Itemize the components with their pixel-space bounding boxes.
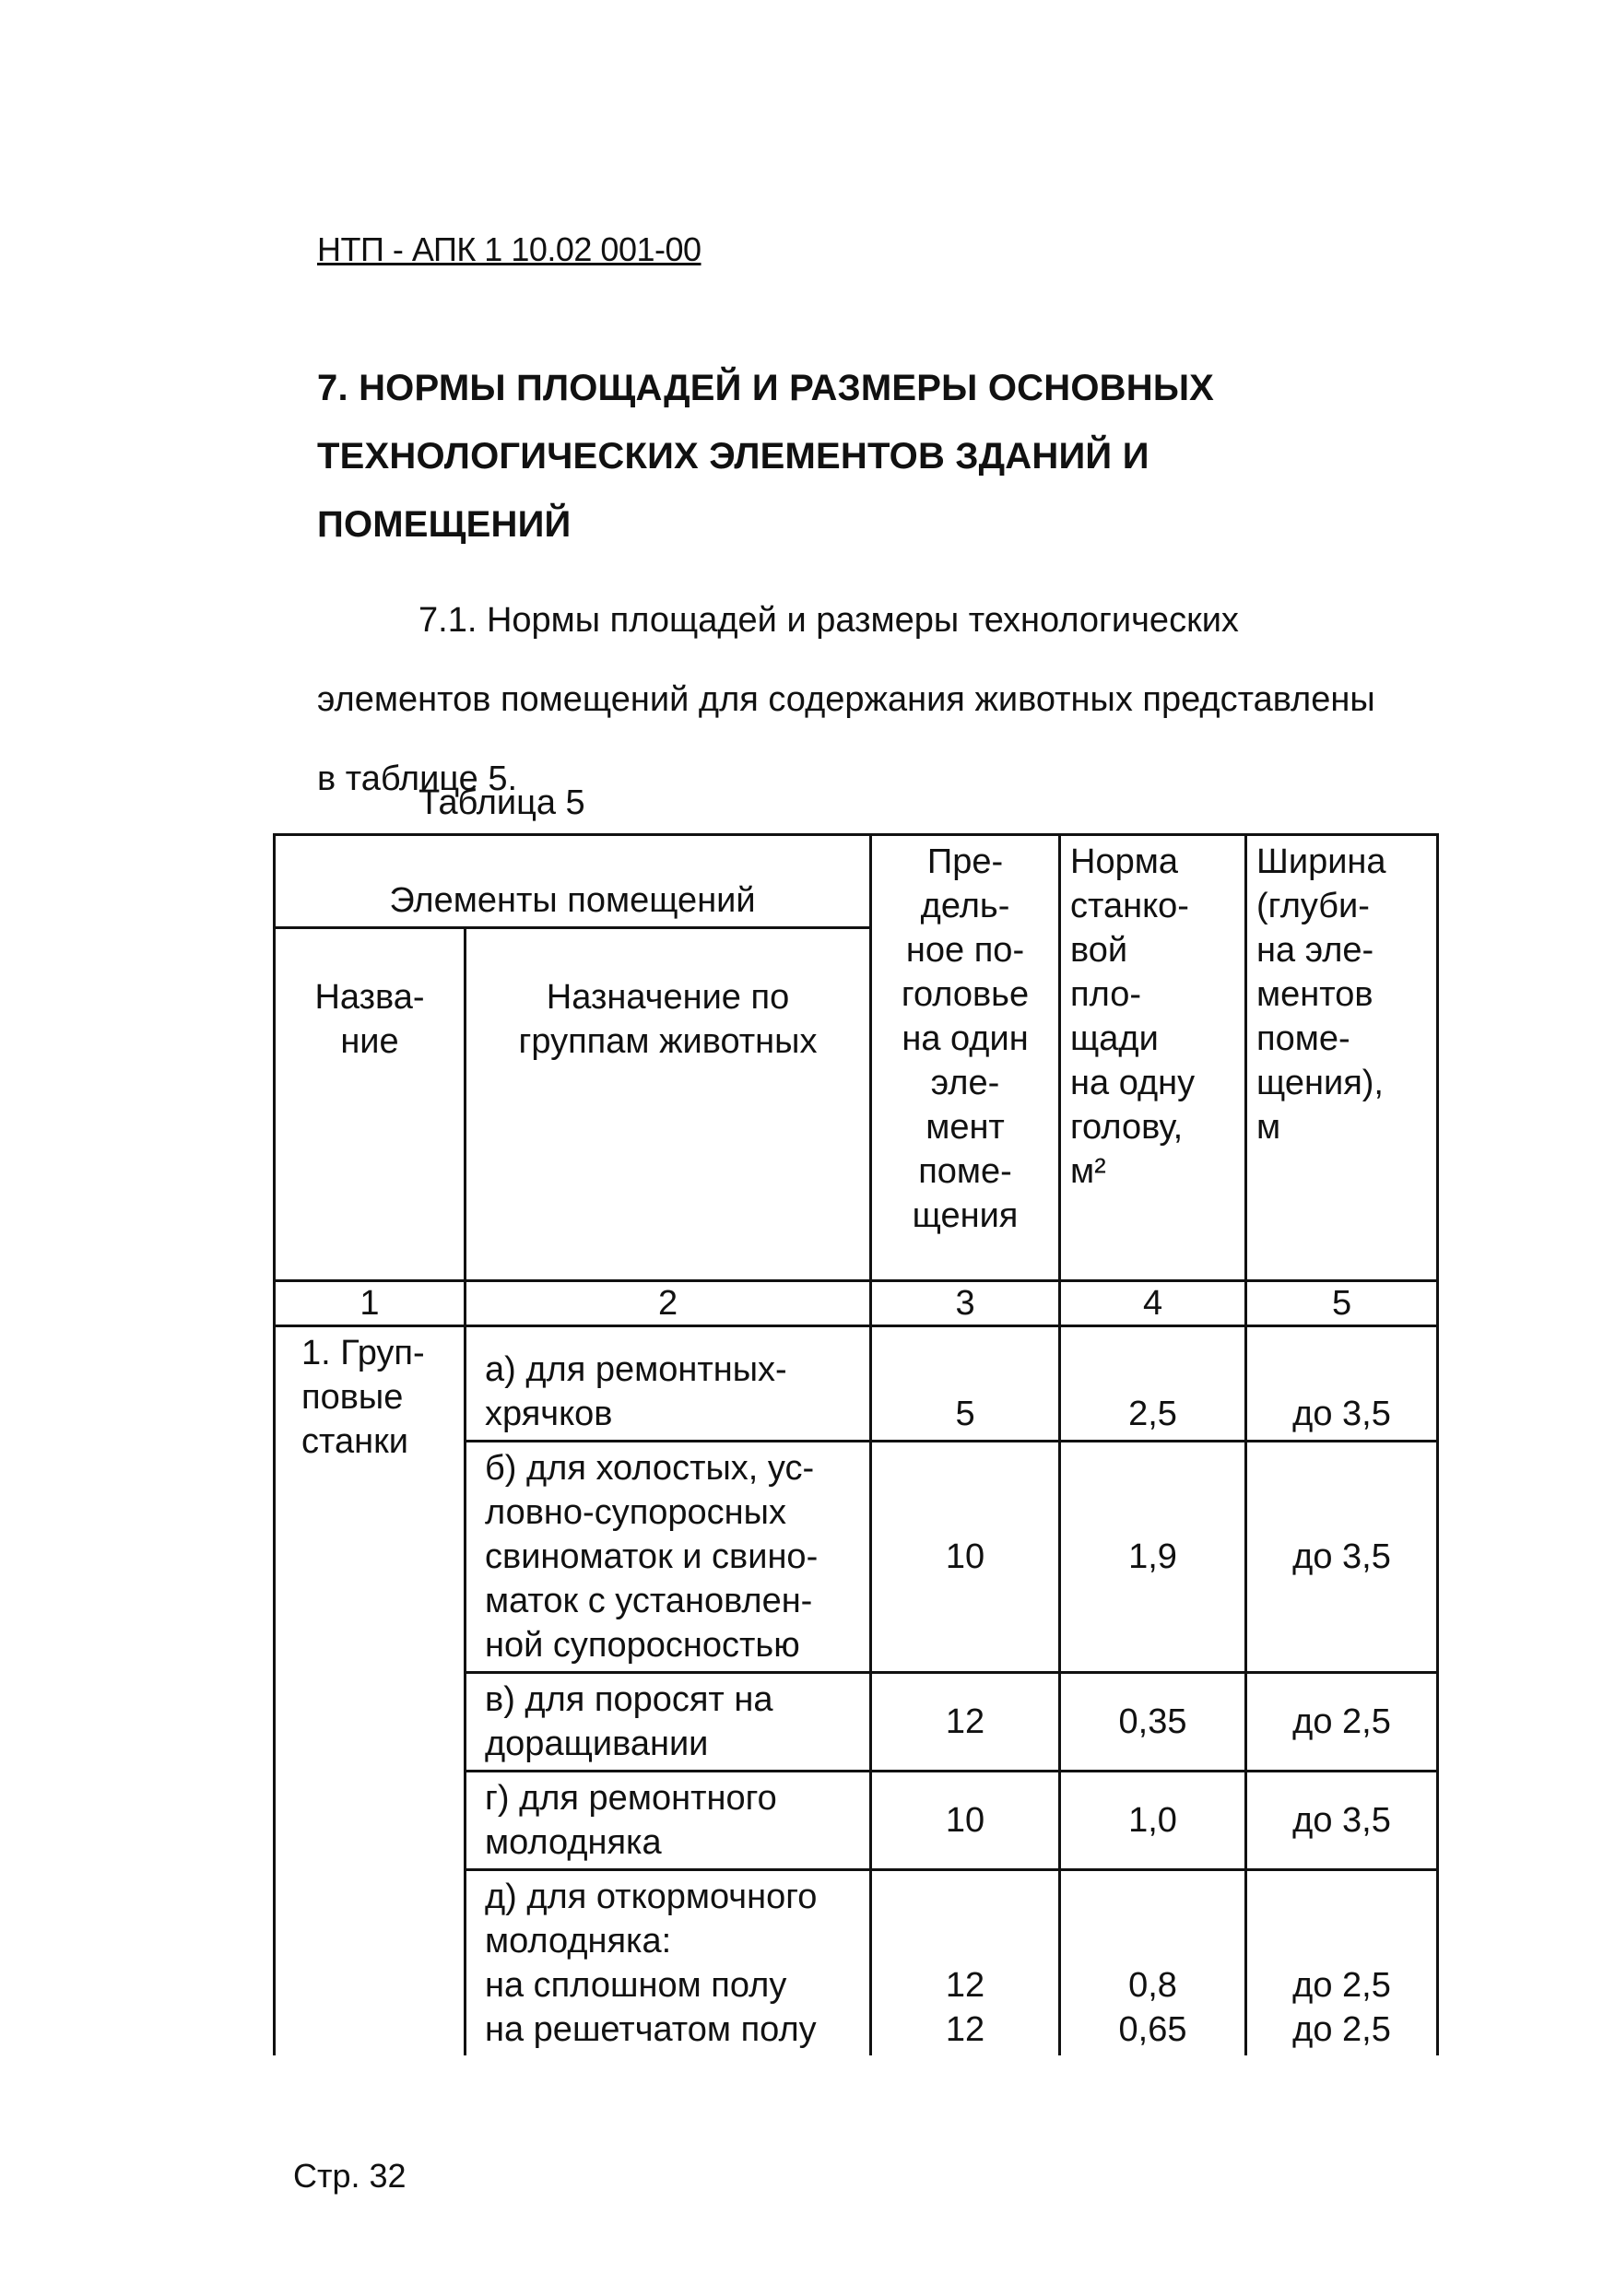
sub-row-label: на решетчатом полу [485, 2010, 817, 2049]
max-heads-cell: 12 [871, 1673, 1060, 1772]
header-lines [1070, 840, 1235, 1194]
purpose-line: в) для поросят на [485, 1680, 773, 1719]
norm-area-cell: 1,9 [1060, 1442, 1246, 1673]
sub-row-value: 0,8 [1128, 1966, 1177, 2005]
page-number: Стр. 32 [293, 2157, 407, 2195]
column-number: 1 [275, 1281, 466, 1326]
header-line: группам животных [518, 1022, 818, 1061]
header-line: м² [1070, 1152, 1106, 1191]
header-line: головье [901, 975, 1030, 1014]
norm-area-cell [1060, 1870, 1246, 2056]
sub-row-value: 0,65 [1118, 2010, 1187, 2049]
paragraph-line: в таблице 5. [317, 759, 518, 798]
column-number: 3 [871, 1281, 1060, 1326]
header-line: щения [912, 1196, 1019, 1235]
purpose-cell [466, 1772, 871, 1870]
header-line: на эле- [1256, 931, 1374, 970]
name-header [275, 928, 466, 1281]
header-line: (глуби- [1256, 887, 1370, 925]
group-name-line: 1. Груп- [301, 1334, 425, 1372]
section-heading [317, 354, 1460, 559]
header-line: м [1256, 1108, 1281, 1147]
header-line: пло- [1070, 975, 1141, 1014]
sub-row-value: 12 [945, 2010, 985, 2049]
purpose-header [466, 928, 871, 1281]
norm-area-cell: 2,5 [1060, 1326, 1246, 1442]
header-line: ние [340, 1022, 399, 1061]
width-cell: до 3,5 [1246, 1442, 1438, 1673]
norm-area-header [1060, 835, 1246, 1281]
paragraph-line: 7.1. Нормы площадей и размеры технологических [418, 601, 1239, 640]
width-cell: до 3,5 [1246, 1772, 1438, 1870]
purpose-cell [466, 1870, 871, 2056]
header-line: Норма [1070, 842, 1178, 881]
header-line: щения), [1256, 1064, 1384, 1102]
header-line: на один [902, 1019, 1029, 1058]
sub-row-value: до 2,5 [1292, 2010, 1391, 2049]
header-line: мент [925, 1108, 1005, 1147]
purpose-line: молодняка [485, 1823, 662, 1862]
purpose-line: г) для ремонтного [485, 1779, 777, 1818]
group-header-cell: Элементы помещений [275, 835, 871, 928]
purpose-line: ной супоросностью [485, 1626, 800, 1665]
header-line: голову, [1070, 1108, 1184, 1147]
max-heads-cell [871, 1870, 1060, 2056]
max-heads-cell: 10 [871, 1442, 1060, 1673]
header-line: дель- [920, 887, 1010, 925]
width-cell [1246, 1870, 1438, 2056]
table-header-row [275, 835, 1438, 928]
purpose-line: свиноматок и свино- [485, 1537, 819, 1576]
table-caption: Таблица 5 [418, 783, 585, 822]
purpose-cell [466, 1673, 871, 1772]
max-heads-cell: 5 [871, 1326, 1060, 1442]
document-code: НТП - АПК 1 10.02 001-00 [317, 230, 701, 268]
purpose-line: хрячков [485, 1395, 613, 1433]
purpose-line: доращивании [485, 1725, 709, 1763]
section-heading-line: 7. НОРМЫ ПЛОЩАДЕЙ И РАЗМЕРЫ ОСНОВНЫХ [317, 368, 1215, 408]
sub-row-label: на сплошном полу [485, 1966, 787, 2005]
purpose-line: б) для холостых, ус- [485, 1449, 815, 1488]
max-heads-cell: 10 [871, 1772, 1060, 1870]
header-line: станко- [1070, 887, 1189, 925]
column-number: 4 [1060, 1281, 1246, 1326]
header-line: ментов [1256, 975, 1373, 1014]
header-line: Пре- [926, 842, 1004, 881]
width-cell: до 3,5 [1246, 1326, 1438, 1442]
sub-row-value: до 2,5 [1292, 1966, 1391, 2005]
table-row [275, 1326, 1438, 1442]
max-heads-header [871, 835, 1060, 1281]
group-name-line: станки [301, 1422, 408, 1461]
norms-table [273, 833, 1439, 2055]
group-name-cell [275, 1326, 466, 2056]
norm-area-cell: 0,35 [1060, 1673, 1246, 1772]
header-lines [881, 840, 1049, 1238]
purpose-line: ловно-супоросных [485, 1493, 786, 1532]
purpose-line: а) для ремонтных- [485, 1350, 787, 1389]
section-heading-line: ТЕХНОЛОГИЧЕСКИХ ЭЛЕМЕНТОВ ЗДАНИЙ И [317, 436, 1149, 477]
header-line: ное по- [905, 931, 1025, 970]
header-line: поме- [918, 1152, 1012, 1191]
header-line: Назначение по [546, 978, 790, 1017]
header-lines [1256, 840, 1427, 1149]
purpose-line: д) для откормочного [485, 1878, 818, 1916]
width-header [1246, 835, 1438, 1281]
header-line: эле- [930, 1064, 1000, 1102]
header-line: Назва- [314, 978, 425, 1017]
width-cell: до 2,5 [1246, 1673, 1438, 1772]
paragraph-line: элементов помещений для содержания животных представлены [317, 680, 1375, 719]
sub-row-value: 12 [945, 1966, 985, 2005]
group-name-line: повые [301, 1378, 404, 1417]
header-line: щади [1070, 1019, 1159, 1058]
purpose-cell [466, 1442, 871, 1673]
header-line: поме- [1256, 1019, 1350, 1058]
purpose-line: молодняка: [485, 1922, 672, 1960]
column-numbers-row [275, 1281, 1438, 1326]
section-heading-line: ПОМЕЩЕНИЙ [317, 504, 572, 545]
norm-area-cell: 1,0 [1060, 1772, 1246, 1870]
column-number: 2 [466, 1281, 871, 1326]
header-line: на одну [1070, 1064, 1196, 1102]
header-line: Ширина [1256, 842, 1386, 881]
purpose-line: маток с установлен- [485, 1582, 813, 1620]
header-line: вой [1070, 931, 1128, 970]
column-number: 5 [1246, 1281, 1438, 1326]
purpose-cell [466, 1326, 871, 1442]
